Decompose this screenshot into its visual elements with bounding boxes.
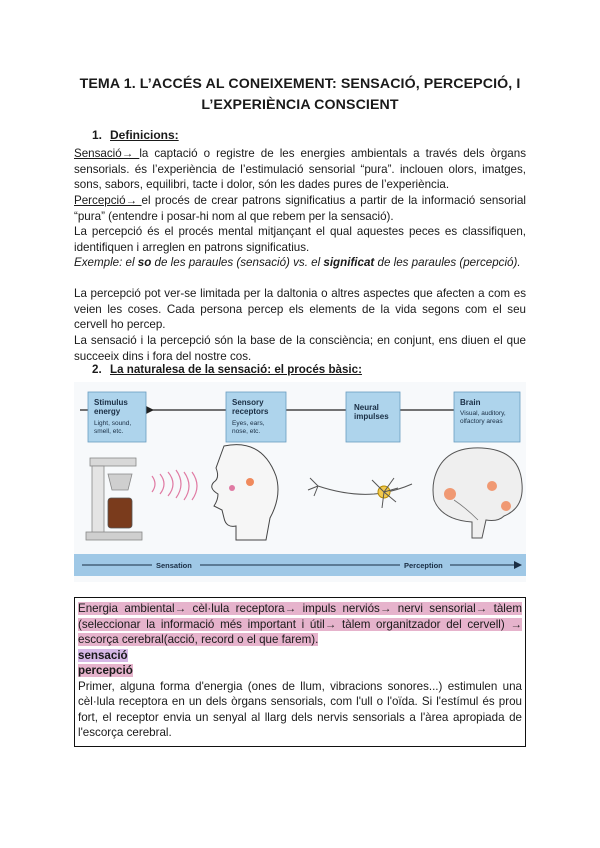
brain-title: Brain: [460, 398, 481, 407]
paragraph-percepcio-process: La percepció és el procés mental mitjançant el qual aquestes peces es classifiquen, identifiquen i arreglen en patrons significatius.: [74, 225, 526, 254]
paragraph-percepcio: [74, 193, 526, 224]
paragraph-sensacio: [74, 146, 526, 193]
sensory-receptors-title: Sensory receptors: [232, 398, 269, 416]
neural-impulses-title: Neural impulses: [354, 403, 389, 421]
paragraph-daltonia: La percepció pot ver-se limitada per la daltonia o altres aspectes que afecten a com es veien les coses. Cada persona percep els elements de la vida segons com el seu cervell ho percep.: [74, 287, 526, 331]
perception-label: Perception: [404, 561, 443, 570]
sensory-receptors-sub: Eyes, ears, nose, etc.: [232, 420, 265, 435]
sensation-process-figure: [74, 382, 526, 582]
example-text-e: de les paraules (percepció).: [374, 256, 521, 269]
stimulus-energy-title: Stimulus energy: [94, 398, 128, 416]
legend-sensacio: sensació: [78, 648, 128, 662]
example-text-c: de les paraules (sensació) vs. el: [151, 256, 324, 269]
paragraph-example: [74, 255, 526, 271]
term-sensacio: Sensació→: [74, 147, 140, 160]
definition-percepcio: el procés de crear patrons significatius a partir de la informació sensorial “pura” (entendre i posar-hi nom al que rebem per la sensació).: [74, 194, 526, 223]
legend-sensacio-row: [78, 648, 522, 664]
section-1-number: 1.: [92, 128, 103, 142]
section-1-label: Definicions:: [110, 128, 179, 142]
legend-percepcio: percepció: [78, 664, 133, 677]
term-percepcio: Percepció→: [74, 194, 142, 207]
summary-box-content: [78, 601, 522, 741]
paragraph-consciencia: La sensació i la percepció són la base de la consciència; en conjunt, ens diuen el que succeeix dins i fora del nostre cos.: [74, 334, 526, 363]
legend-percepcio-row: [78, 663, 522, 679]
section-2-heading: [92, 363, 362, 376]
brain-sub: Visual, auditory, olfactory areas: [460, 410, 506, 425]
section-2-number: 2.: [92, 363, 102, 376]
sensation-label: Sensation: [156, 561, 192, 570]
definition-sensacio: la captació o registre de les energies ambientals a través dels òrgans sensorials. és l’experiència de l’estimulació sensorial “pura”. inclouen olors, imatges, sons, sabors, equilibri, tacte i dolor, són les dades pures de l’experiència.: [74, 147, 526, 191]
stimulus-energy-sub: Light, sound, smell, etc.: [94, 420, 132, 435]
example-significat: significat: [323, 256, 375, 269]
process-chain-text: Energia ambiental→ cèl·lula receptora→ impuls nerviós→ nervi sensorial→ tàlem (seleccionar la informació més important i útil→ tàlem organitzador del cervell) → escorça cerebral(acció, record o el que farem).: [78, 602, 522, 646]
section-2-label: La naturalesa de la sensació: el procés bàsic:: [110, 363, 362, 376]
summary-box: [74, 597, 526, 747]
process-chain: [78, 601, 522, 648]
page-title: TEMA 1. L’ACCÉS AL CONEIXEMENT: SENSACIÓ, PERCEPCIÓ, I L’EXPERIÈNCIA CONSCIENT: [79, 76, 521, 113]
summary-explanation: Primer, alguna forma d'energia (ones de llum, vibracions sonores...) estimulen una cèl·lula receptora en un dels òrgans sensorials, com l'ull o l'oïda. Si l'estímul és prou fort, el receptor envia un senyal al llarg dels nervis sensorials a l'àrea apropiada de l'escorça cerebral.: [78, 679, 522, 739]
section-1-heading: [92, 128, 179, 142]
example-text-a: Exemple: el: [74, 256, 138, 269]
example-so: so: [137, 256, 152, 269]
